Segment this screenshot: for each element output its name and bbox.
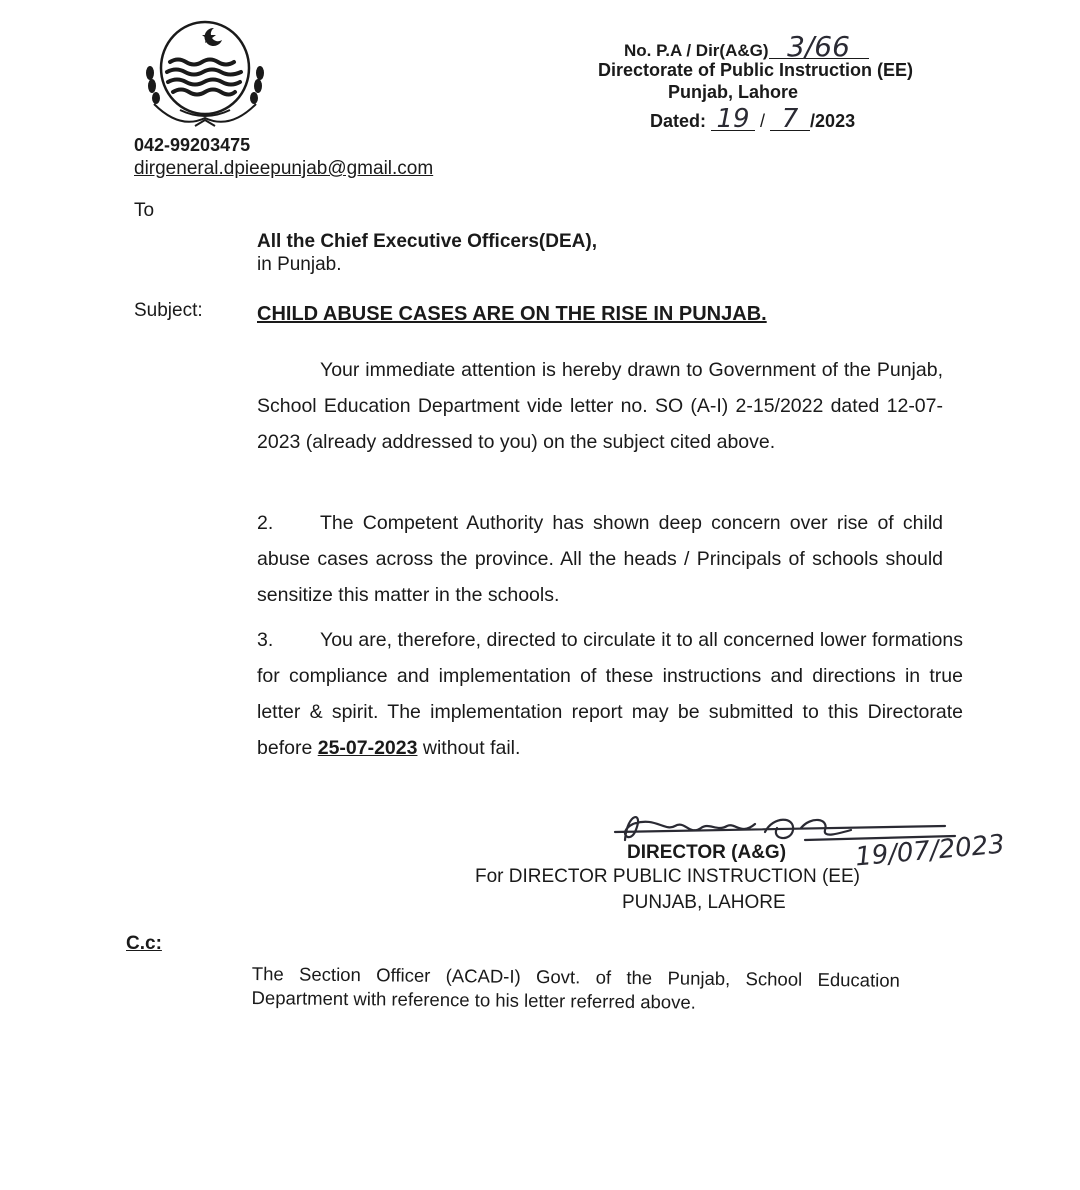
reference-line — [624, 30, 869, 63]
paragraph-2-number: 2. — [257, 512, 274, 534]
cc-label: C.c: — [126, 933, 162, 954]
signatory-on-behalf: For DIRECTOR PUBLIC INSTRUCTION (EE) — [475, 866, 860, 887]
dated-label: Dated: — [650, 111, 707, 131]
subject-text: CHILD ABUSE CASES ARE ON THE RISE IN PUNJAB. — [257, 303, 767, 325]
addressee-line-2: in Punjab. — [257, 254, 342, 275]
reference-prefix: No. P.A / Dir(A&G) — [624, 41, 769, 60]
to-label: To — [134, 200, 155, 221]
date-month: 7 — [770, 108, 810, 131]
office-city: Punjab, Lahore — [668, 82, 799, 102]
paragraph-3-number: 3. — [257, 629, 274, 651]
date-year: /2023 — [810, 111, 856, 131]
reference-number: 3/66 — [769, 36, 869, 59]
office-name: Directorate of Public Instruction (EE) — [598, 60, 914, 80]
handwritten-date: 19/07/2023 — [853, 829, 1006, 873]
deadline-date: 25-07-2023 — [317, 737, 418, 759]
date-day: 19 — [711, 108, 755, 131]
dated-line: Dated: 19 / 7 /2023 — [650, 104, 856, 134]
email-address[interactable]: dirgeneral.dpieepunjab@gmail.com — [134, 158, 434, 179]
punjab-government-emblem — [140, 18, 270, 136]
phone-number: 042-99203475 — [134, 135, 251, 155]
paragraph-1: Your immediate attention is hereby drawn to Government of the Punjab, School Education Department vide letter no. SO (A-I) 2-15/2022 dated 12-07-2023 (already addressed to you) on the subject cited above. — [257, 359, 943, 453]
paragraph-3-closing: without fail. — [417, 737, 521, 759]
addressee-line-1: All the Chief Executive Officers(DEA), — [257, 231, 597, 252]
paragraph-2-text: The Competent Authority has shown deep concern over rise of child abuse cases across the province. All the heads / Principals of schools should sensitize this matter in the schools. — [257, 512, 943, 606]
paragraph-3 — [257, 622, 963, 766]
cc-recipient: The Section Officer (ACAD-I) Govt. of the Punjab, School Education Department with reference to his letter referred above. — [251, 962, 900, 1013]
subject-label: Subject: — [134, 300, 203, 321]
signatory-place: PUNJAB, LAHORE — [622, 892, 786, 913]
paragraph-3-text: You are, therefore, directed to circulate it to all concerned lower formations for compliance and implementation of these instructions and directions in true letter & spirit. The implementation report may be submitted to this Directorate before — [257, 629, 963, 759]
signatory-title: DIRECTOR (A&G) — [627, 842, 787, 863]
paragraph-2 — [257, 505, 943, 613]
